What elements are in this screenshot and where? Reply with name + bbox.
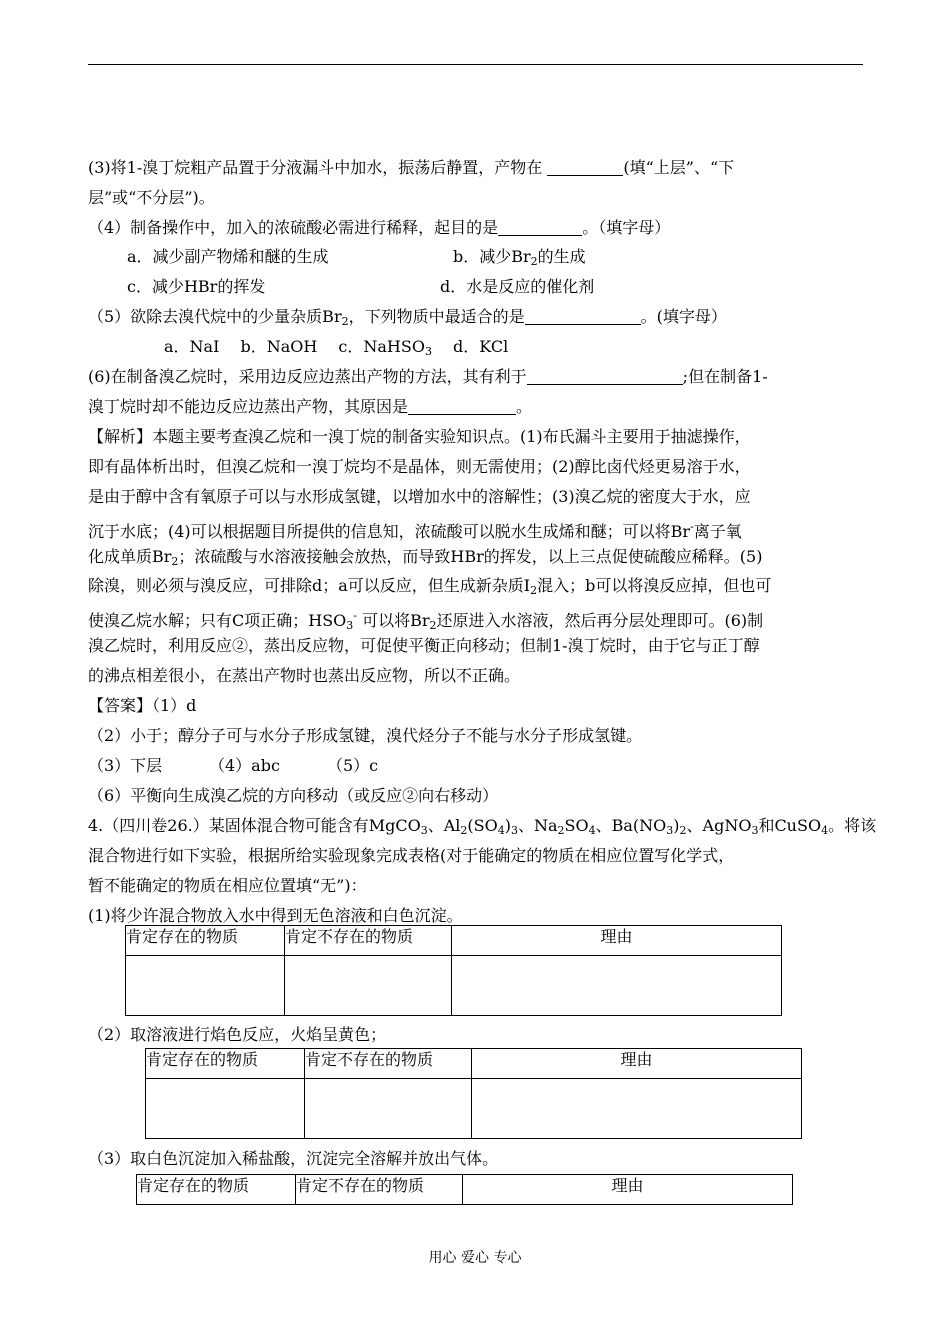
q5-options: a．NaI b．NaOH c．NaHSO$_3$ d．KCl [164, 337, 509, 358]
table-header-reason: 理由 [463, 1175, 793, 1205]
table-cell-absent[interactable] [305, 1079, 472, 1139]
answer-line-3c: （5）c [327, 756, 379, 775]
q3-blank [547, 159, 623, 176]
analysis-line: 化成单质$Br_2$；浓硫酸与水溶液接触会放热，而导致HBr的挥发，以上三点促使硫酸应稀释。(5) [88, 547, 763, 568]
problem4-line3: 暂不能确定的物质在相应位置填“无”)： [88, 876, 367, 895]
page-footer: 用心 爱心 专心 [428, 1250, 522, 1266]
answer-table-3 [136, 1174, 793, 1205]
table-header-absent: 肯定不存在的物质 [285, 926, 452, 956]
analysis-line: 除溴，则必须与溴反应，可排除d；a可以反应，但生成新杂质$I_2$混入；b可以将溴反应掉，但也可 [88, 576, 772, 597]
q4-option-b: b．减少$Br_2$的生成 [453, 247, 586, 268]
table-header-present: 肯定存在的物质 [146, 1049, 305, 1079]
q6-blank-2 [408, 398, 516, 415]
analysis-line: 【解析】本题主要考查溴乙烷和一溴丁烷的制备实验知识点。(1)布氏漏斗主要用于抽滤操作， [88, 427, 751, 446]
table-header-reason: 理由 [452, 926, 782, 956]
q6-line2: 溴丁烷时却不能边反应边蒸出产物，其原因是 。 [88, 397, 533, 416]
q5-stem: （5）欲除去溴代烷中的少量杂质$Br_2$，下列物质中最适合的是 。(填字母） [88, 307, 727, 328]
problem4-step3: （3）取白色沉淀加入稀盐酸，沉淀完全溶解并放出气体。 [88, 1149, 499, 1168]
q4-option-c: c．减少HBr的挥发 [127, 277, 266, 296]
q4-option-d: d．水是反应的催化剂 [440, 277, 595, 296]
table-header-present: 肯定存在的物质 [137, 1175, 296, 1205]
analysis-line: 的沸点相差很小，在蒸出产物时也蒸出反应物，所以不正确。 [88, 666, 521, 685]
answer-line-1: 【答案】（1）d [88, 696, 197, 715]
table-cell-absent[interactable] [285, 956, 452, 1016]
analysis-line: 沉于水底；(4)可以根据题目所提供的信息知，浓硫酸可以脱水生成烯和醚；可以将Br-离子氧 [88, 520, 742, 541]
table-cell-reason[interactable] [452, 956, 782, 1016]
answer-line-2: （2）小于；醇分子可与水分子形成氢键，溴代烃分子不能与水分子形成氢键。 [88, 726, 643, 745]
problem4-line2: 混合物进行如下实验，根据所给实验现象完成表格(对于能确定的物质在相应位置写化学式， [88, 846, 735, 865]
answer-table-1 [125, 925, 782, 1016]
answer-line-4: （6）平衡向生成溴乙烷的方向移动（或反应②向右移动） [88, 786, 499, 805]
table-cell-reason[interactable] [472, 1079, 802, 1139]
table-cell-present[interactable] [146, 1079, 305, 1139]
analysis-line: 即有晶体析出时，但溴乙烷和一溴丁烷均不是晶体，则无需使用；(2)醇比卤代烃更易溶于水， [88, 457, 751, 476]
table-header-present: 肯定存在的物质 [126, 926, 285, 956]
analysis-line: 使溴乙烷水解；只有C项正确；$HSO_3^-$ 可以将$Br_2$还原进入水溶液，然后再分层处理即可。(6)制 [88, 609, 764, 632]
analysis-line: 是由于醇中含有氧原子可以与水形成氢键，以增加水中的溶解性；(3)溴乙烷的密度大于水，应 [88, 487, 751, 506]
answer-line-3: （3）下层 [88, 756, 163, 775]
answer-table-2 [145, 1048, 802, 1139]
q6-line1: (6)在制备溴乙烷时，采用边反应边蒸出产物的方法，其有利于 ;但在制备1- [88, 367, 768, 386]
table-header-absent: 肯定不存在的物质 [305, 1049, 472, 1079]
analysis-line: 溴乙烷时，利用反应②，蒸出反应物，可促使平衡正向移动；但制1-溴丁烷时，由于它与正丁醇 [88, 636, 760, 655]
table-cell-present[interactable] [126, 956, 285, 1016]
header-rule [88, 64, 863, 65]
problem4-step1: (1)将少许混合物放入水中得到无色溶液和白色沉淀。 [88, 906, 463, 925]
table-header-absent: 肯定不存在的物质 [296, 1175, 463, 1205]
q4-blank [498, 219, 582, 236]
problem4-line1: 4.（四川卷26.）某固体混合物可能含有MgCO$_3$、$Al_2(SO_4)_3$、$Na_2SO_4$、$Ba(NO_3)_2$、AgNO$_3$和CuSO$_4$。将该 [88, 816, 877, 837]
q3-line2: 层”或“不分层”)。 [88, 188, 215, 207]
answer-line-3b: （4）abc [209, 756, 280, 775]
q5-blank [525, 308, 641, 325]
table-header-reason: 理由 [472, 1049, 802, 1079]
q3-line1: (3)将1-溴丁烷粗产品置于分液漏斗中加水，振荡后静置，产物在 (填“上层”、“下 [88, 158, 735, 177]
problem4-step2: （2）取溶液进行焰色反应，火焰呈黄色； [88, 1025, 387, 1044]
q6-blank-1 [527, 368, 683, 385]
q4-option-a: a．减少副产物烯和醚的生成 [127, 247, 329, 266]
q4-stem: （4）制备操作中，加入的浓硫酸必需进行稀释，起目的是 。（填字母） [88, 218, 671, 237]
